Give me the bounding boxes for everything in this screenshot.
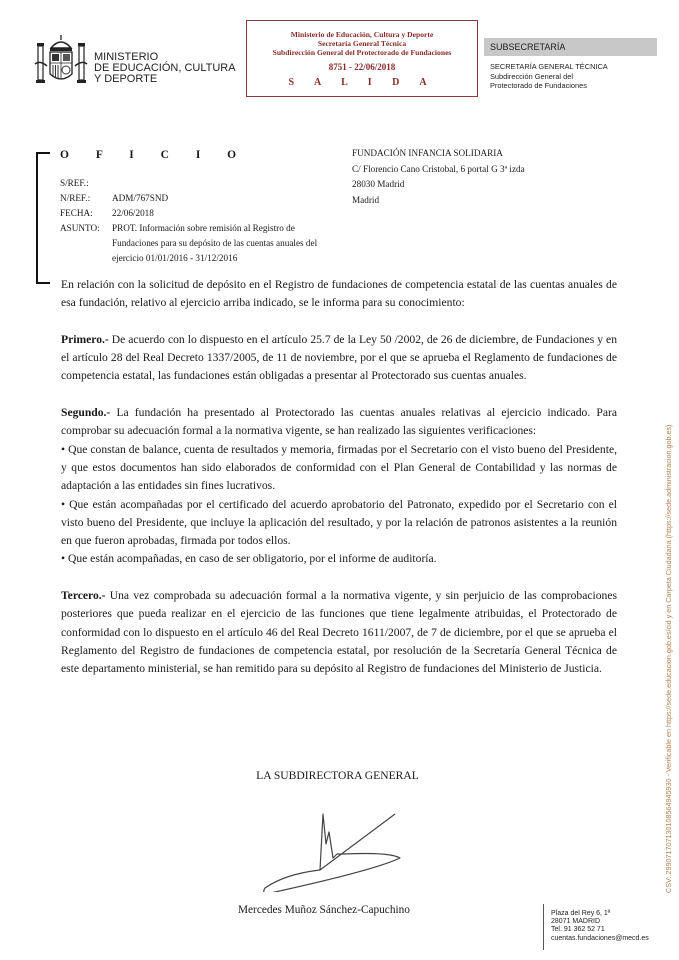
letter-body: [61, 276, 617, 679]
oficio-bracket: [36, 152, 50, 284]
footer-address: Plaza del Rey 6, 1ª: [551, 910, 611, 917]
field-value: 22/06/2018: [112, 208, 154, 218]
bullet-item: • Que constan de balance, cuenta de resultados y memoria, firmadas por el Secretario con el visto bueno del Presidente, y que estos documentos han sido elaborados de conformidad con el Plan General de Contabilidad y las normas de adaptación a las entidades sin fines lucrativos.: [61, 442, 617, 493]
tercero-paragraph: [61, 587, 617, 678]
handwritten-signature: [255, 792, 415, 892]
field-label: ASUNTO:: [60, 223, 100, 233]
stamp-type: S A L I D A: [288, 77, 436, 88]
field-sref: [60, 176, 352, 191]
department-line: Protectorado de Fundaciones: [490, 81, 587, 90]
segundo-text: La fundación ha presentado al Protectorado las cuentas anuales relativas al ejercicio indicado. Para comprobar su adecuación formal a la normativa vigente, se han realizado las siguientes verificaciones:: [61, 406, 617, 438]
stamp-line: Subdirección General del Protectorado de Fundaciones: [272, 48, 452, 57]
field-value: ADM/767SND: [112, 193, 169, 203]
segundo-label: Segundo.-: [61, 406, 111, 420]
recipient-name: FUNDACIÓN INFANCIA SOLIDARIA: [352, 148, 503, 158]
intro-paragraph: En relación con la solicitud de depósito en el Registro de fundaciones de competencia estatal de las cuentas anuales de esa fundación, relativo al ejercicio arriba indicado, se le informa para su conocimiento:: [61, 278, 617, 310]
primero-label: Primero.-: [61, 332, 109, 346]
ministry-name: [94, 52, 236, 85]
field-nref: [60, 191, 352, 206]
csv-verification-code: CSV: 299071707130108564945930 - Verificable en https://sede.educacion.gob.es/cid y en Carpeta Ciudadana (https://sede.administracion.gob.es): [664, 424, 673, 893]
bullet-item: • Que están acompañadas por el certificado del acuerdo aprobatorio del Patronato, expedido por el Secretario con el visto bueno del Presidente, que incluye la aplicación del resultado, y por la relación de patronos asistentes a la reunión en que fueron aprobadas, firmada por todos ellos.: [61, 497, 617, 548]
stamp-line: Ministerio de Educación, Cultura y Deporte: [290, 30, 434, 39]
ministry-line: MINISTERIO: [94, 51, 159, 63]
recipient-postal: 28030 Madrid: [352, 179, 405, 189]
tercero-text: Una vez comprobada su adecuación formal a la normativa vigente, y sin perjuicio de las comprobaciones posteriores que pueda realizar en el ejercicio de las funciones que tiene legalmente atribuidas, el Protectorado de conformidad con lo dispuesto en el artículo 46 del Real Decreto 1611/2007, de 7 de diciembre, por el que se aprueba el Reglamento del Registro de fundaciones de competencia estatal, por resolución de la Secretaría General Técnica de este departamento ministerial, se han remitido para su depósito al Registro de fundaciones del Ministerio de Justicia.: [61, 589, 617, 676]
recipient-city: Madrid: [352, 194, 380, 205]
ministry-line: DE EDUCACIÓN, CULTURA: [94, 62, 236, 74]
signer-name: Mercedes Muñoz Sánchez-Capuchino: [238, 904, 410, 916]
department-line: Subdirección General del: [490, 71, 573, 81]
department-line: SECRETARÍA GENERAL TÉCNICA: [490, 62, 608, 71]
stamp-registry-number: 8751 - 22/06/2018: [328, 62, 396, 72]
field-asunto: [60, 221, 352, 266]
field-label: S/REF.:: [60, 178, 89, 188]
segundo-paragraph: [61, 404, 617, 441]
field-value: [112, 176, 352, 191]
oficio-fields: [60, 176, 352, 266]
oficio-title: O F I C I O: [60, 149, 249, 161]
tercero-label: Tercero.-: [61, 589, 106, 603]
spanish-coat-of-arms-icon: [34, 34, 88, 92]
recipient-address: [352, 146, 525, 208]
signer-title-text: LA SUBDIRECTORA GENERAL: [256, 769, 419, 782]
footer-contact: [543, 904, 649, 950]
field-label: N/REF.:: [60, 193, 91, 203]
stamp-line: Secretaría General Técnica: [317, 39, 407, 48]
primero-paragraph: [61, 331, 617, 386]
registry-stamp: [246, 20, 478, 97]
recipient-street: C/ Florencio Cano Cristobal, 6 portal G 3ª izda: [352, 163, 525, 174]
ministry-line: Y DEPORTE: [94, 73, 158, 85]
field-label: FECHA:: [60, 208, 93, 218]
department-lines: [490, 62, 608, 91]
bullet-item: • Que están acompañadas, en caso de ser obligatorio, por el informe de auditoría.: [61, 552, 437, 566]
subsecretaria-banner: SUBSECRETARÍA: [484, 38, 657, 56]
primero-text: De acuerdo con lo dispuesto en el artículo 25.7 de la Ley 50 /2002, de 26 de diciembre, de Fundaciones y en el artículo 28 del Real Decreto 1337/2005, de 11 de noviembre, por el que se aprueba el Reglamento de fundaciones de competencia estatal, las fundaciones están obligadas a presentar al Protectorado sus cuentas anuales.: [61, 332, 617, 383]
field-value: PROT. Información sobre remisión al Registro de Fundaciones para su depósito de las cuentas anuales del ejercicio 01/01/2016 - 31/12/2016: [112, 223, 318, 263]
footer-email: cuentas.fundaciones@mecd.es: [551, 934, 649, 942]
footer-city: 28071 MADRID: [551, 918, 601, 926]
signer-title: [0, 769, 679, 782]
field-fecha: [60, 206, 352, 221]
footer-phone: Tel. 91 362 52 71: [551, 926, 605, 934]
